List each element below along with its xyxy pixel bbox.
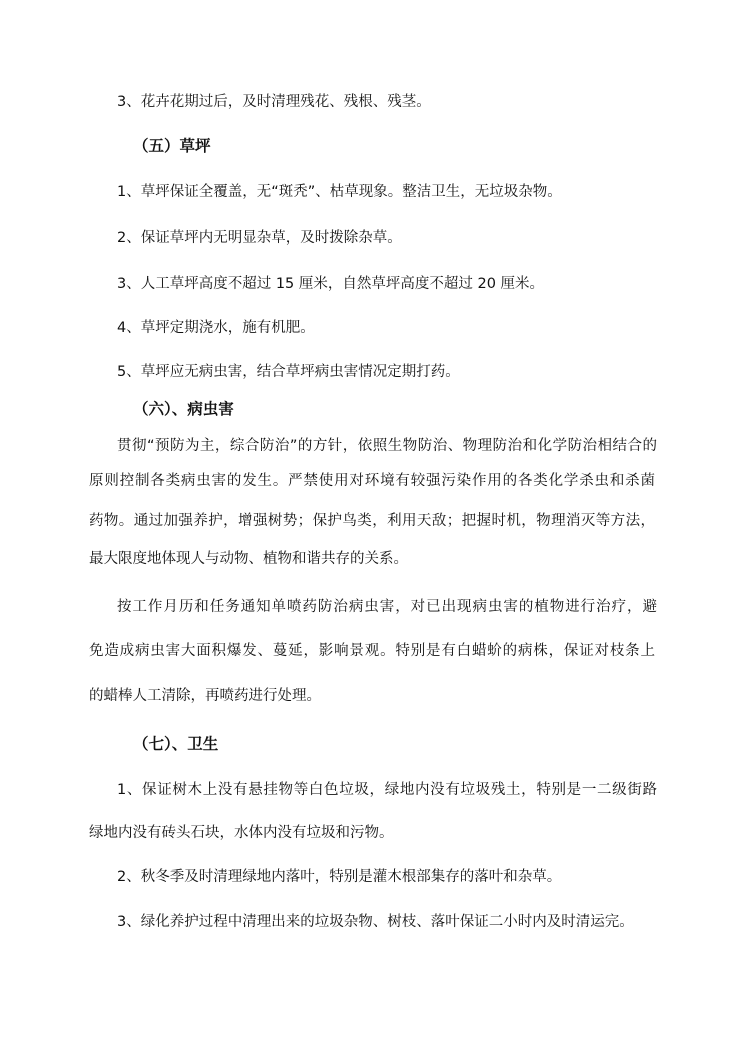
hygiene-item1-line2: 绿地内没有砖头石块，水体内没有垃圾和污物。 bbox=[89, 825, 394, 841]
hygiene-item1-line1: 1、保证树木上没有悬挂物等白色垃圾，绿地内没有垃圾残土，特别是一二级街路 bbox=[117, 782, 657, 798]
hygiene-item-2: 2、秋冬季及时清理绿地内落叶，特别是灌木根部集存的落叶和杂草。 bbox=[117, 869, 562, 885]
hygiene-item-3: 3、绿化养护过程中清理出来的垃圾杂物、树枝、落叶保证二小时内及时清运完。 bbox=[117, 914, 634, 930]
pest-para1-line3: 药物。通过加强养护，增强树势；保护鸟类，利用天敌；把握时机，物理消灭等方法， bbox=[89, 513, 655, 529]
pest-para1-line4: 最大限度地体现人与动物、植物和谐共存的关系。 bbox=[89, 551, 408, 567]
lawn-item-4: 4、草坪定期浇水，施有机肥。 bbox=[117, 320, 315, 336]
lawn-item-1: 1、草坪保证全覆盖，无“斑秃”、枯草现象。整洁卫生，无垃圾杂物。 bbox=[117, 184, 562, 200]
section-6-heading: （六）、病虫害 bbox=[133, 400, 234, 418]
section-7-heading: （七）、卫生 bbox=[133, 735, 219, 753]
pest-para1-line2: 原则控制各类病虫害的发生。严禁使用对环境有较强污染作用的各类化学杀虫和杀菌 bbox=[89, 473, 655, 489]
flower-item-3: 3、花卉花期过后，及时清理残花、残根、残茎。 bbox=[117, 94, 431, 110]
section-5-heading: （五）草坪 bbox=[133, 137, 211, 155]
lawn-item-3: 3、人工草坪高度不超过 15 厘米，自然草坪高度不超过 20 厘米。 bbox=[117, 276, 545, 292]
lawn-item-5: 5、草坪应无病虫害，结合草坪病虫害情况定期打药。 bbox=[117, 364, 460, 380]
pest-para2-line3: 的蜡棒人工清除，再喷药进行处理。 bbox=[89, 688, 321, 704]
pest-para2-line2: 免造成病虫害大面积爆发、蔓延，影响景观。特别是有白蜡蚧的病株，保证对枝条上 bbox=[89, 643, 655, 659]
pest-para2-line1: 按工作月历和任务通知单喷药防治病虫害，对已出现病虫害的植物进行治疗，避 bbox=[117, 599, 657, 615]
lawn-item-2: 2、保证草坪内无明显杂草，及时拨除杂草。 bbox=[117, 230, 402, 246]
pest-para1-line1: 贯彻“预防为主，综合防治”的方针，依照生物防治、物理防治和化学防治相结合的 bbox=[117, 438, 657, 454]
